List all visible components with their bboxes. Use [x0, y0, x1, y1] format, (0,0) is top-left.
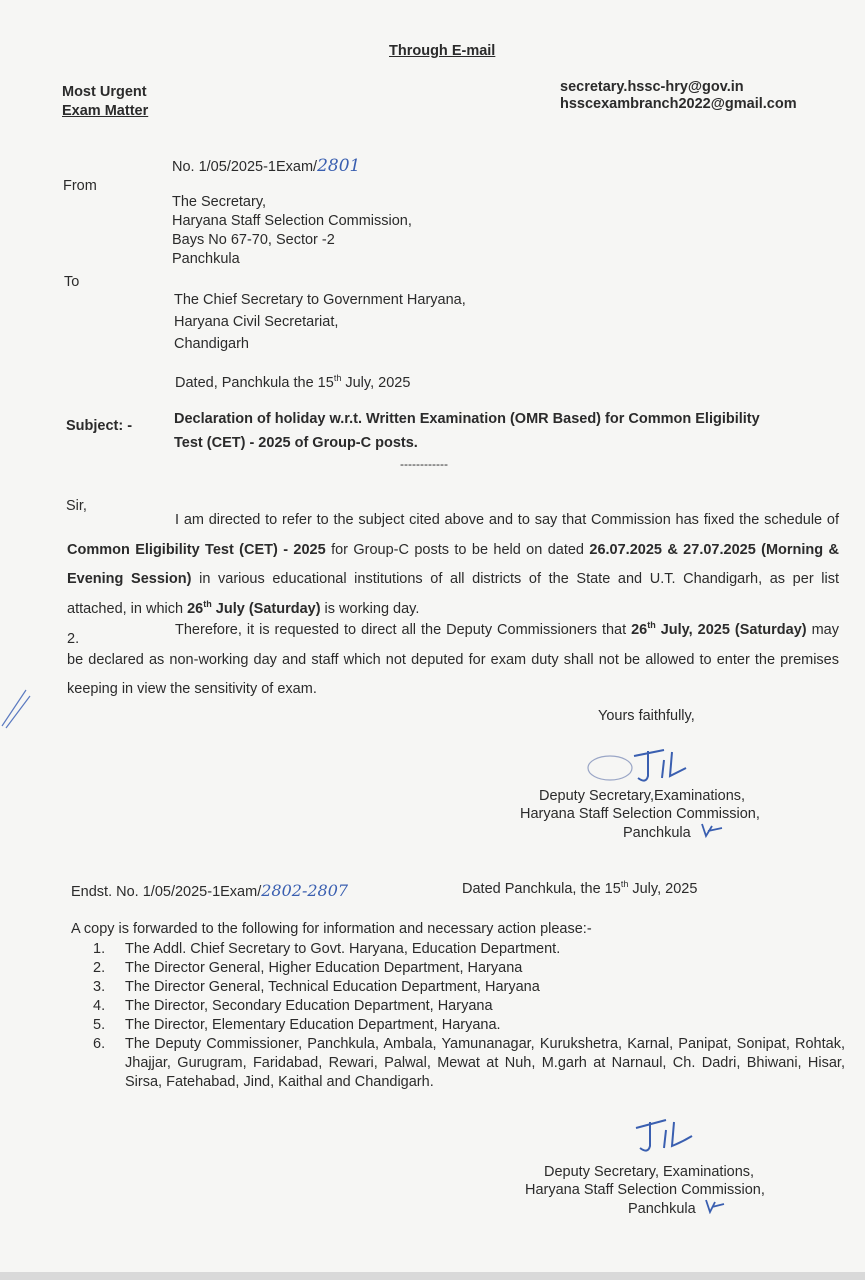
list-item-text: The Director, Elementary Education Department, Haryana. — [125, 1017, 501, 1033]
para2-bold: July, 2025 (Saturday) — [655, 622, 807, 638]
para1-text: I am directed to refer to the subject cited above and to say that Commission has fixed the schedule of — [175, 512, 839, 528]
para1-bold: 26 — [187, 600, 204, 617]
from-label: From — [63, 178, 97, 194]
signature-1-scribble — [582, 738, 702, 788]
email-secretary: secretary.hssc-hry@gov.in — [560, 79, 744, 95]
date-sup: th — [333, 373, 342, 384]
list-item — [93, 997, 845, 1016]
list-item-number: 2. — [93, 960, 106, 976]
from-address — [172, 193, 412, 268]
endst-date-prefix: Dated Panchkula, the 15 — [462, 881, 621, 897]
endst-prefix: Endst. No. 1/05/2025-1Exam/ — [71, 884, 262, 900]
list-item-text: The Director General, Higher Education Department, Haryana — [125, 960, 523, 976]
margin-pen-mark — [0, 686, 32, 730]
to-line: Haryana Civil Secretariat, — [174, 314, 339, 330]
para1-text: in various educational institutions of all districts of the State and U.T. Chandigarh, as per list attached, in which — [67, 571, 839, 617]
from-line: Haryana Staff Selection Commission, — [172, 213, 412, 229]
para2-text: Therefore, it is requested to direct all the Deputy Commissioners that — [175, 622, 632, 638]
para1-text: is working day. — [320, 600, 420, 617]
initial-mark-1 — [700, 822, 724, 838]
initial-mark-2 — [704, 1198, 726, 1214]
salutation: Sir, — [66, 498, 87, 514]
memo-number-handwritten: 2801 — [317, 156, 361, 176]
subject-line-2: Test (CET) - 2025 of Group-C posts. — [174, 435, 418, 451]
urgency-line-1: Most Urgent — [62, 84, 147, 100]
signature-2-line-2: Haryana Staff Selection Commission, — [525, 1182, 765, 1198]
letter-date — [175, 374, 410, 392]
para2-sup: th — [647, 620, 656, 631]
list-item-number: 4. — [93, 998, 106, 1014]
list-item-text: The Director, Secondary Education Department, Haryana — [125, 998, 493, 1014]
list-item-number: 5. — [93, 1017, 106, 1033]
to-line: Chandigarh — [174, 336, 249, 352]
para2-bold: 26 — [631, 622, 648, 638]
list-item — [93, 959, 845, 978]
subject-line-1: Declaration of holiday w.r.t. Written Examination (OMR Based) for Common Eligibility — [174, 411, 760, 427]
list-item — [93, 1035, 845, 1092]
paragraph-2 — [67, 616, 839, 705]
endst-date-suffix: July, 2025 — [628, 881, 698, 897]
signature-1-line-2: Haryana Staff Selection Commission, — [520, 806, 760, 822]
list-item — [93, 940, 845, 959]
signature-2-scribble — [630, 1112, 710, 1158]
from-line: The Secretary, — [172, 194, 267, 210]
closing: Yours faithfully, — [598, 708, 695, 724]
list-item-number: 1. — [93, 941, 106, 957]
list-item-text: The Director General, Technical Education Department, Haryana — [125, 979, 540, 995]
list-item-number: 3. — [93, 979, 106, 995]
urgency-line-2: Exam Matter — [62, 103, 149, 119]
subject-label: Subject: - — [66, 418, 133, 434]
from-line: Panchkula — [172, 251, 240, 267]
email-exam-branch: hsscexambranch2022@gmail.com — [560, 96, 797, 112]
to-line: The Chief Secretary to Government Haryana, — [174, 292, 466, 308]
memo-number-prefix: No. 1/05/2025-1Exam/ — [172, 159, 318, 175]
date-prefix: Dated, Panchkula the 15 — [175, 375, 334, 391]
para2-text: may be declared as non-working day and staff which not deputed for exam duty shall not be allowed to enter the premises keeping in view the sensitivity of exam. — [67, 622, 839, 697]
from-line: Bays No 67-70, Sector -2 — [172, 232, 335, 248]
signature-1-line-3: Panchkula — [623, 825, 691, 841]
memo-number — [172, 157, 360, 176]
signature-1-line-1: Deputy Secretary,Examinations, — [539, 788, 746, 804]
signature-2-line-1: Deputy Secretary, Examinations, — [544, 1164, 755, 1180]
to-label: To — [64, 274, 80, 290]
paragraph-1 — [67, 506, 839, 624]
endst-handwritten: 2802-2807 — [261, 881, 349, 900]
through-email-heading: Through E-mail — [389, 43, 496, 59]
para1-bold: Common Eligibility Test (CET) - 2025 — [67, 541, 326, 558]
endst-date-sup: th — [620, 879, 629, 890]
paragraph-2-number: 2. — [67, 631, 80, 647]
endorsement-number — [71, 882, 348, 901]
para1-bold: July (Saturday) — [211, 600, 321, 617]
para1-text: for Group-C posts to be held on dated — [325, 541, 590, 558]
list-item-number: 6. — [93, 1036, 106, 1052]
para1-sup: th — [203, 598, 212, 609]
list-item-text: The Addl. Chief Secretary to Govt. Haryana, Education Department. — [125, 941, 561, 957]
copy-list — [93, 940, 845, 1092]
endorsement-date — [462, 880, 697, 898]
para1-bold: 26.07.2025 & 27.07.2025 (Morning & Evening Session) — [67, 541, 840, 587]
copy-intro: A copy is forwarded to the following for information and necessary action please:- — [71, 921, 592, 937]
list-item — [93, 1016, 845, 1035]
date-suffix: July, 2025 — [341, 375, 411, 391]
to-address — [174, 291, 466, 353]
list-item-text: The Deputy Commissioner, Panchkula, Ambala, Yamunanagar, Kurukshetra, Karnal, Panipat, Sonipat, Rohtak, Jhajjar, Gurugram, Faridabad, Rewari, Palwal, Mewat at Nuh, M.garh at Narnaul, Ch. Dadri, Bhiwani, Hisar, Sirsa, Fatehabad, Jind, Kaithal and Chandigarh. — [125, 1036, 845, 1090]
subject-rule: ------------ — [400, 457, 448, 471]
list-item — [93, 978, 845, 997]
signature-2-line-3: Panchkula — [628, 1201, 696, 1217]
bottom-strip — [0, 1272, 865, 1280]
